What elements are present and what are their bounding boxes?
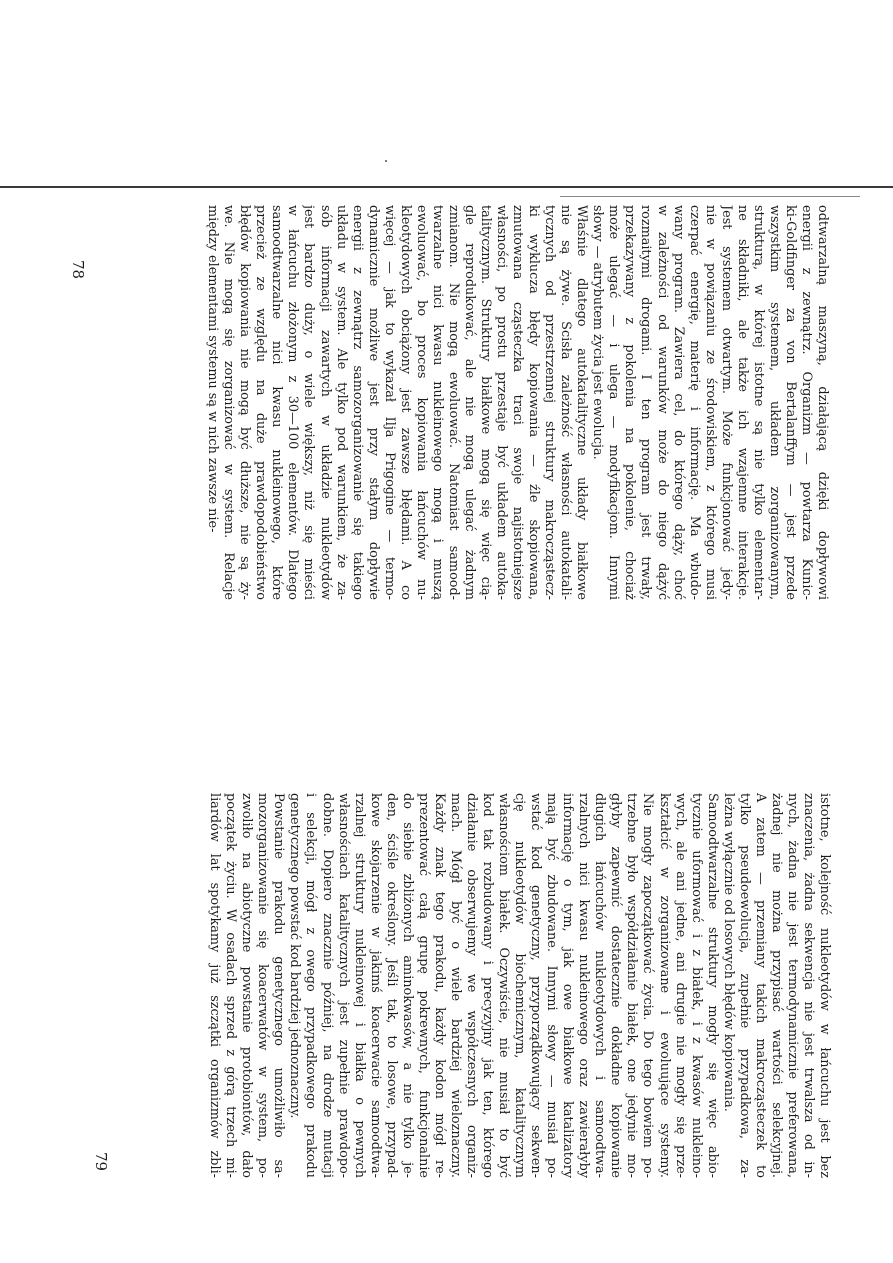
page-right-text-line: wstać kod genetyczny, przyporządkowujący sekwen- [528,793,544,1178]
page-right-text-line: rzalnych nici kwasu nukleinowego oraz zawierałyby [576,793,592,1178]
page-left-text-line: odtwarzalną maszyną, działającą dzięki dopływowi [815,205,830,600]
page-right-text-line: leżna wyłącznie od losowych błędów kopiowania. [720,793,736,1112]
page-left-text-line: we. Nie mogą się zorganizować w system. Relacje [221,205,237,600]
page-right-text-line: własnościom białek. Oczywiście, nie musiał to być [496,793,512,1178]
page-left-text-line: w łańcuchu złożonym z 30—100 elementów. Dlatego [285,205,301,600]
page-left-text-line: w zależności od warunków może do niego dążyć [654,205,670,600]
page-right-text-line: kowe skojarzenie w jakimś koacerwacie samoodtwa- [367,793,383,1178]
page-right-text-line: dobne. Dopiero znacznie później, na drodze mutacji [319,793,335,1178]
page-left-text-line: ne składniki, ale także ich wzajemne interakcje. [734,205,750,600]
page-right-text-line: zwoliło na abiotyczne powstanie protobiontów, dało [239,793,255,1178]
page-right-text-line: kod tak rozbudowany i precyzyjny jak ten, którego [480,793,496,1178]
page-left-text-line: strukturą, w której istotne są nie tylko elementar- [750,205,766,600]
page-right-text-line: trzebne było współdziałanie białek, one jedynie mo- [624,793,640,1178]
page-right-text-line: A zatem — przemiany takich makrocząsteczek to [752,793,768,1178]
page-left-text-line: więcej — jak to wykazał Ilja Prigogine — termo- [381,205,397,600]
page-left-text-line: kleotydowych obciążony jest zawsze błędami. A co [397,205,413,600]
page-right-text-line: żadnej nie można przypisać wartości selekcyjnej. [768,793,784,1178]
page-right-text-line: Każdy znak tego prakodu, każdy kodon mógł re- [431,793,447,1178]
page-right-text-line: mają być zbudowane. Innymi słowy — musiał po- [544,793,560,1178]
page-left-text-line: przekazywany z pokolenia na pokolenie, chociaż [622,205,638,600]
page-right-text-line: informację o tym, jak owe białkowe katalizatory [560,793,576,1178]
page-number-left: 78 [69,260,87,280]
page-left-text-line: ewoluować, bo proces kopiowania łańcuchów nu- [413,205,429,600]
book-fold-line [0,186,893,188]
page-right-text-line: Samoodtwarzalne struktury mogły się więc abio- [704,793,720,1178]
page-left-text-line: twarzalne nici kwasu nukleinowego mogą i muszą [429,205,445,600]
page-left-text-line: energii z zewnątrz. Organizm — powtarza Kunic- [798,205,814,600]
page-number-right: 79 [92,1152,110,1172]
page-left-text-line: czerpać energię, materię i informację. Ma wbudo- [686,205,702,600]
page-left-text-line: wszystkim systemem, układem zorganizowanym, [766,205,782,600]
page-right-text-line: mach. Mógł być o wiele bardziej wieloznaczny. [447,793,463,1178]
page-left-text-line: rozmaitymi drogami. I ten program jest trwały, [638,205,654,600]
page-left-text-line: energii z zewnątrz samozorganizowanie się takiego [349,205,365,600]
page-right-text-line: Powstanie prakodu genetycznego umożliwiło sa- [271,793,287,1178]
page-right-text-line: mozorganizowanie się koacerwatów w system, po- [255,793,271,1178]
page-left-text-line: samoodtwarzalne nici kwasu nukleinowego, które [269,205,285,600]
page-left-text-line: układu w system. Ale tylko pod warunkiem, że za- [333,205,349,600]
page-left-text-line: przecież ze względu na duże prawdopodobieństwo [253,205,269,600]
page-left-text-line: ki wyklucza błędy kopiowania — źle skopiowana, [526,205,542,600]
page-left-text-line: nie w powiązaniu ze środowiskiem, z którego musi [702,205,718,600]
page-right-text-line: tylko pseudoewolucja, zupełnie przypadkowa, za- [736,793,752,1178]
page-right-text-line: tycznie uformować i z białek, i z kwasów nukleino- [688,793,704,1178]
page-left-text-line: Jest systemem otwartym. Może funkcjonować jedy- [718,205,734,600]
page-right-text-line: wych, ale ani jedne, ani drugie nie mogły się prze- [672,793,688,1178]
page-right-text-line: długich łańcuchów nukleotydowych i samoodtwa- [592,793,608,1178]
page-right-text-line: istotne, kolejność nukleotydów w łańcuchu jest bez [817,793,832,1178]
page-right-text-line: działanie obserwujemy we współczesnych organiz- [463,793,479,1178]
page-left-text-line: własności, po prostu przestaje być układem autoka- [494,205,510,600]
page-right-text-line: do siebie zbliżonych aminokwasów, a nie tylko je- [399,793,415,1178]
page-left-text-line: wany program. Zawiera cel, do którego dąży, choć [670,205,686,600]
page-right-text-line: den, ściśle określony. Jeśli tak, to losowe, przypad- [383,793,399,1178]
page-left-text-line: tycznych od przestrzennej struktury makrocząstecz- [542,205,558,600]
page-right-text-line: początek życiu. W osadach sprzed z górą trzech mi- [223,793,239,1178]
page-right-text-line: genetycznego powstać kod bardziej jednoznaczny. [287,793,303,1119]
page-right-text-line: i selekcji, mógł z owego przypadkowego prakodu [303,793,319,1178]
page-right-text-line: cję nukleotydów biochemicznym, katalitycznym [512,793,528,1178]
page-right-text-line: Nie mogły zapoczątkować życia. Do tego bowiem po- [640,793,656,1178]
page-right-text-line: rzalnej struktury nukleinowej i białka o pewnych [351,793,367,1178]
page-left-text-line: Właśnie dlatego autokatalityczne układy białkowe [574,205,590,600]
page-left-text-line: nie są żywe. Ścisła zależność własności autokatali- [558,205,574,600]
page-left-text-line: słowy — atrybutem życia jest ewolucja. [590,205,606,460]
page-left-text-line: sób informacji zawartych w układzie nukleotydów [317,205,333,600]
page-left-text-line: jest bardzo duży, o wiele większy, niż się mieści [301,205,317,600]
page-left-text-line: gle reprodukować, ale nie mogą ulegać żadnym [461,205,477,600]
page-left-text-line: zmutowana cząsteczka traci swoje najistotniejsze [510,205,526,600]
fold-shadow-line [560,196,860,197]
page-left-text-line: talitycznym. Struktury białkowe mogą się więc cią- [478,205,494,600]
page-right-text-line: kształcić w zorganizowane i ewoluujące systemy. [656,793,672,1178]
page-right-text-line: liardów lat spotykamy już szczątki organizmów zbli- [207,793,223,1178]
page-left-text-line: błędów kopiowania nie mogą być dłuższe, nie są ży- [237,205,253,600]
page-right-text-line: głyby zapewnić dostatecznie dokładne kopiowanie [608,793,624,1178]
page-left-text [204,205,830,600]
page-left-text-line: dynamicznie możliwe jest przy stałym dopływie [365,205,381,600]
page-right-text-line: znaczenia, żadna sekwencja nie jest trwalsza od in- [800,793,816,1178]
scan-speck [385,160,387,162]
page-right-text [206,793,832,1178]
page-right-text-line: własnościach katalitycznych jest zupełnie prawdopo- [335,793,351,1178]
page-left-text-line: może ulegać — i ulega — modyfikacjom. Innymi [606,205,622,600]
page-right-text-line: prezentować całą grupę pokrewnych, funkcjonalnie [415,793,431,1178]
page-right-text-line: nych, żadna nie jest termodynamicznie preferowana, [784,793,800,1178]
page-left-text-line: ki-Goldfinger za von Bertalanffym — jest przede [782,205,798,600]
page-left-text-line: zmianom. Nie mogą ewoluować. Natomiast samood- [445,205,461,600]
page-left-text-line: między elementami systemu są w nich zawsze nie- [205,205,221,533]
